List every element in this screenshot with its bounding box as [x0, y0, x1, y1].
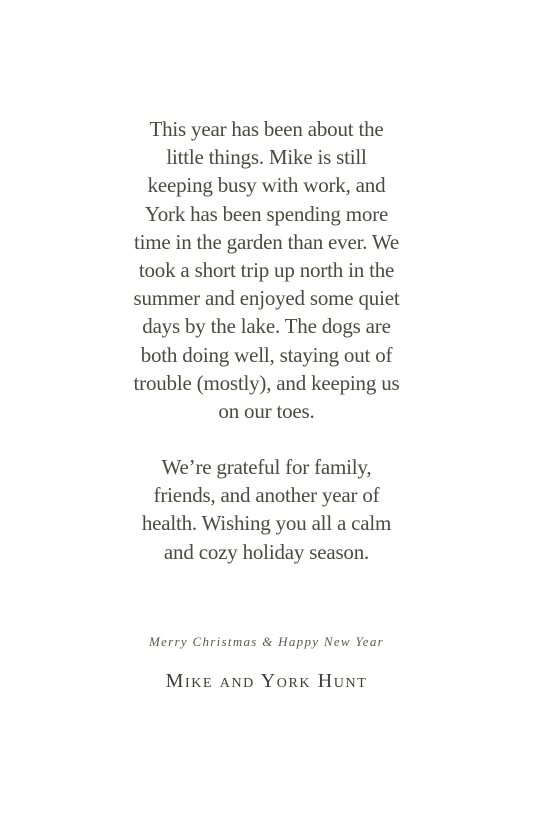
message-line: We’re grateful for family, — [161, 455, 372, 479]
message-line: on our toes. — [218, 399, 315, 424]
message-line: little things. Mike is still — [166, 145, 367, 170]
message-line: time in the garden than ever. We — [133, 229, 399, 254]
message-line: keeping busy with work, and — [147, 173, 386, 198]
message-line: took a short trip up north in the — [138, 258, 395, 283]
message-line: health. Wishing you all a calm — [141, 511, 392, 536]
message-line: This year has been about the — [149, 117, 384, 141]
message-paragraph-1 — [0, 115, 533, 425]
message-paragraph-2 — [0, 453, 533, 566]
message-line: York has been spending more — [144, 201, 389, 226]
message-line: summer and enjoyed some quiet — [133, 286, 400, 311]
message-line: and cozy holiday season. — [163, 539, 370, 564]
closing-greeting: Merry Christmas & Happy New Year — [148, 634, 385, 649]
message-line: both doing well, staying out of — [140, 342, 393, 367]
signature: Mike and York Hunt — [165, 670, 368, 692]
message-line: trouble (mostly), and keeping us — [133, 370, 400, 395]
message-line: days by the lake. The dogs are — [142, 314, 391, 339]
message-line: friends, and another year of — [153, 483, 380, 508]
